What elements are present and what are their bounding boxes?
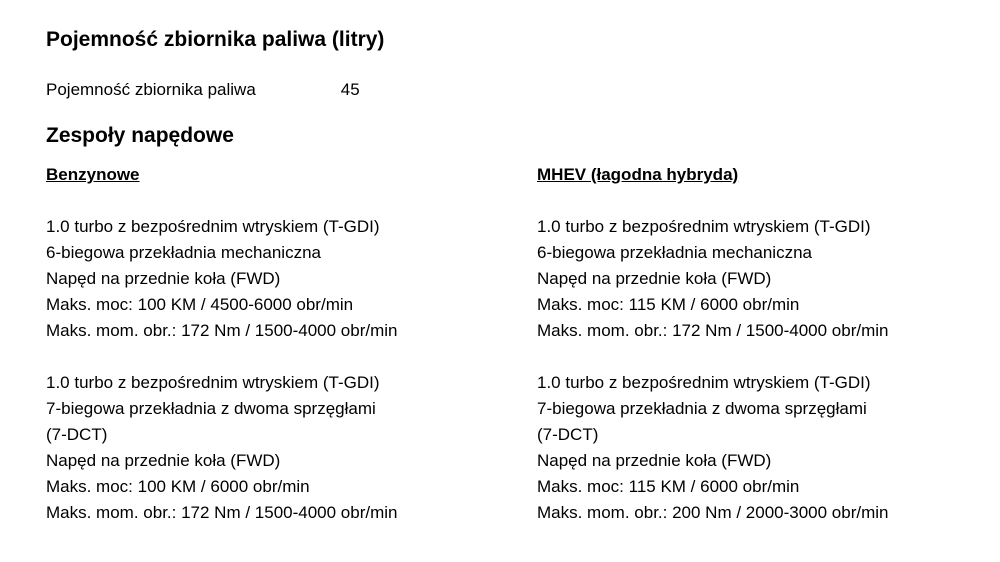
max-power: Maks. moc: 100 KM / 6000 obr/min [46, 477, 310, 496]
engine-type: 1.0 turbo z bezpośrednim wtryskiem (T-GDI) [46, 373, 380, 392]
fuel-tank-heading: Pojemność zbiornika paliwa (litry) [46, 28, 385, 51]
max-torque: Maks. mom. obr.: 200 Nm / 2000-3000 obr/min [537, 503, 889, 522]
mhev-engine-2 [537, 370, 977, 526]
powertrains-heading: Zespoły napędowe [46, 124, 234, 147]
fuel-tank-value: 45 [340, 80, 360, 99]
max-torque: Maks. mom. obr.: 172 Nm / 1500-4000 obr/min [46, 503, 398, 522]
drive-type: Napęd na przednie koła (FWD) [46, 451, 281, 470]
transmission: 6-biegowa przekładnia mechaniczna [537, 243, 812, 262]
max-power: Maks. moc: 115 KM / 6000 obr/min [537, 295, 800, 314]
transmission-continued: (7-DCT) [537, 425, 599, 444]
fuel-tank-label: Pojemność zbiornika paliwa [46, 80, 256, 99]
transmission: 7-biegowa przekładnia z dwoma sprzęgłami [46, 399, 376, 418]
drive-type: Napęd na przednie koła (FWD) [537, 269, 772, 288]
max-power: Maks. moc: 115 KM / 6000 obr/min [537, 477, 800, 496]
max-power: Maks. moc: 100 KM / 4500-6000 obr/min [46, 295, 354, 314]
engine-type: 1.0 turbo z bezpośrednim wtryskiem (T-GDI) [537, 217, 871, 236]
max-torque: Maks. mom. obr.: 172 Nm / 1500-4000 obr/min [537, 321, 889, 340]
mhev-title: MHEV (łagodna hybryda) [537, 165, 739, 184]
drive-type: Napęd na przednie koła (FWD) [46, 269, 281, 288]
engine-type: 1.0 turbo z bezpośrednim wtryskiem (T-GDI) [46, 217, 380, 236]
mhev-engine-1 [537, 214, 977, 344]
drive-type: Napęd na przednie koła (FWD) [537, 451, 772, 470]
transmission-continued: (7-DCT) [46, 425, 108, 444]
mhev-column [537, 162, 977, 526]
transmission: 7-biegowa przekładnia z dwoma sprzęgłami [537, 399, 867, 418]
petrol-column [46, 162, 506, 526]
petrol-engine-2 [46, 370, 506, 526]
engine-type: 1.0 turbo z bezpośrednim wtryskiem (T-GDI) [537, 373, 871, 392]
transmission: 6-biegowa przekładnia mechaniczna [46, 243, 321, 262]
petrol-title: Benzynowe [46, 165, 140, 184]
fuel-tank-row [46, 80, 360, 100]
max-torque: Maks. mom. obr.: 172 Nm / 1500-4000 obr/min [46, 321, 398, 340]
petrol-engine-1 [46, 214, 506, 344]
